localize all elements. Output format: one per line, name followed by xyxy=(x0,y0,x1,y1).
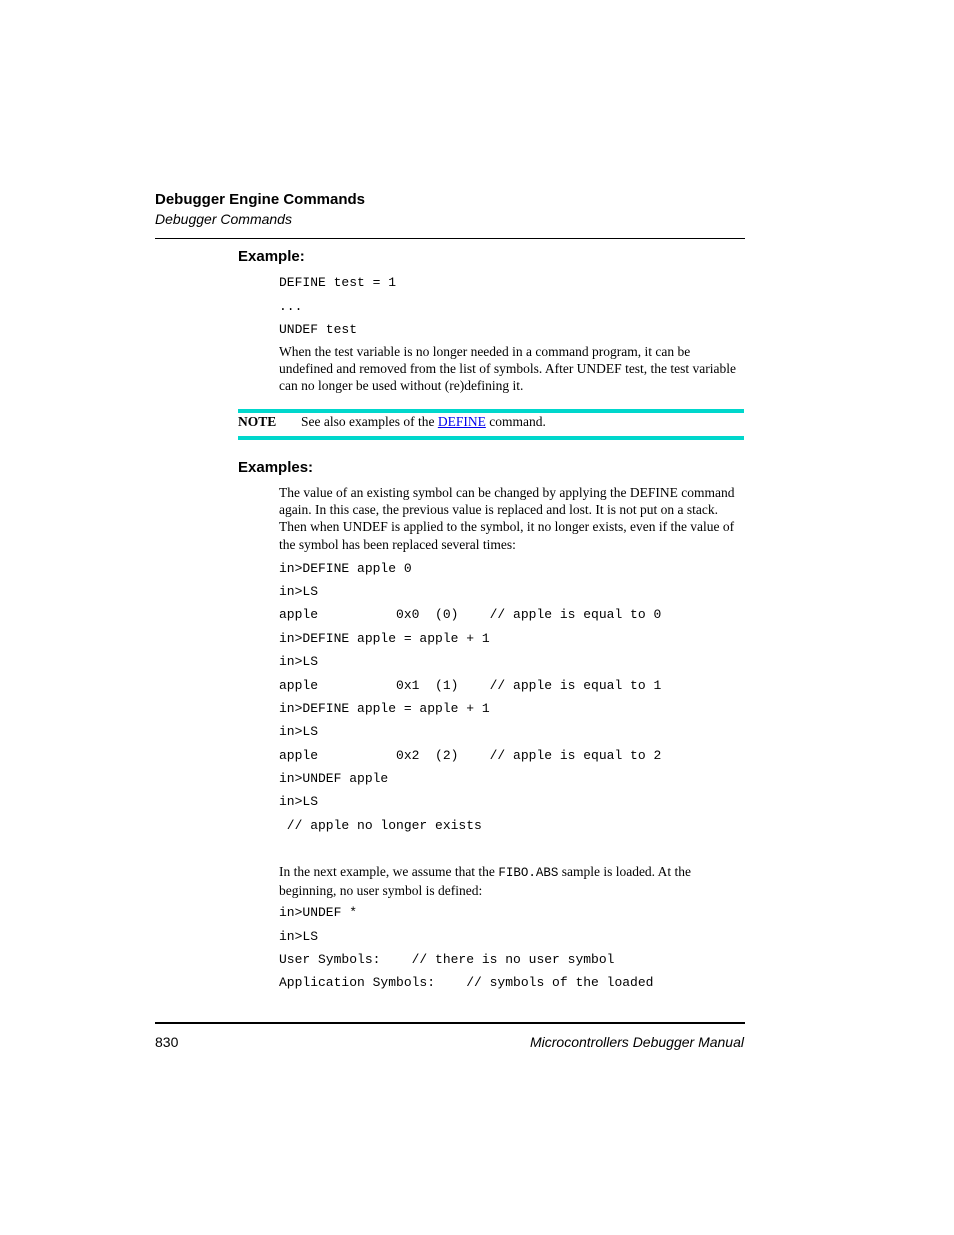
code-line: User Symbols: // there is no user symbol xyxy=(279,952,615,967)
header-rule xyxy=(155,238,745,239)
chapter-title: Debugger Engine Commands xyxy=(155,191,366,208)
code-line: Application Symbols: // symbols of the loaded xyxy=(279,975,654,990)
note-text-after: command. xyxy=(485,414,546,429)
code-line: ... xyxy=(279,299,303,314)
code-line: DEFINE test = 1 xyxy=(279,275,397,290)
example-paragraph: When the test variable is no longer needed in a command program, it can be undefined and removed from the list of symbols. After UNDEF test, the test variable can no longer be used without (re)defining it. xyxy=(279,344,737,394)
note-top-bar xyxy=(238,409,744,413)
paragraph-text-after: sample is loaded. At the beginning, no user symbol is defined: xyxy=(279,864,692,899)
code-line: in>UNDEF apple xyxy=(279,771,389,786)
code-line: // apple no longer exists xyxy=(279,818,482,833)
note-text-before: See also examples of the xyxy=(301,414,438,429)
code-line: UNDEF test xyxy=(279,322,358,337)
code-line: in>DEFINE apple = apple + 1 xyxy=(279,631,490,646)
code-line: apple 0x2 (2) // apple is equal to 2 xyxy=(279,748,662,763)
example-heading: Example: xyxy=(238,248,305,265)
code-line: in>DEFINE apple = apple + 1 xyxy=(279,701,490,716)
code-line: apple 0x0 (0) // apple is equal to 0 xyxy=(279,607,662,622)
code-line: in>DEFINE apple 0 xyxy=(279,561,412,576)
note-text xyxy=(301,414,546,430)
manual-title: Microcontrollers Debugger Manual xyxy=(530,1034,744,1050)
code-line: apple 0x1 (1) // apple is equal to 1 xyxy=(279,678,662,693)
examples-heading: Examples: xyxy=(238,459,314,476)
footer-rule xyxy=(155,1022,745,1024)
note-label: NOTE xyxy=(238,414,277,429)
file-name: FIBO.ABS xyxy=(498,866,559,880)
next-example-paragraph xyxy=(279,863,745,899)
section-subtitle: Debugger Commands xyxy=(155,211,292,227)
page-number: 830 xyxy=(155,1034,179,1050)
note-bottom-bar xyxy=(238,436,744,440)
paragraph-text-before: In the next example, we assume that the xyxy=(279,864,499,879)
code-line: in>LS xyxy=(279,794,319,809)
code-line: in>UNDEF * xyxy=(279,905,358,920)
code-line: in>LS xyxy=(279,584,319,599)
code-line: in>LS xyxy=(279,929,319,944)
code-line: in>LS xyxy=(279,654,319,669)
define-link[interactable]: DEFINE xyxy=(437,414,486,429)
code-line: in>LS xyxy=(279,724,319,739)
examples-paragraph: The value of an existing symbol can be changed by applying the DEFINE command again. In this case, the previous value is replaced and lost. It is not put on a stack. Then when UNDEF is applied to the symbol, it no longer exists, even if the value of the symbol has been replaced several times: xyxy=(279,485,735,552)
